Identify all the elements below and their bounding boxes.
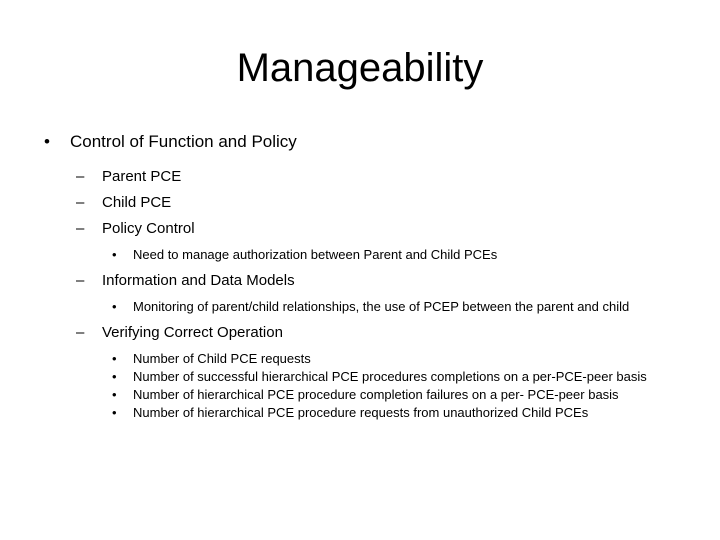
dash-marker: –: [76, 272, 85, 289]
subitem-child-pce: [36, 190, 696, 216]
subitem-policy-control: [36, 216, 696, 242]
bullet-control-of-function: [36, 130, 696, 154]
bullet-dot: •: [112, 369, 117, 384]
detail-completion-failures: [36, 386, 696, 404]
subitem-information-data-models: [36, 268, 696, 294]
subitem-verifying-correct-operation: [36, 320, 696, 346]
subitem-label: Child PCE: [102, 194, 172, 211]
bullet-dot: •: [44, 132, 50, 151]
bullet-dot: •: [112, 299, 117, 314]
detail-text: Need to manage authorization between Parent and Child PCEs: [133, 247, 498, 262]
detail-text: Number of hierarchical PCE procedure completion failures on a per- PCE-peer basis: [133, 387, 619, 402]
dash-marker: –: [76, 194, 85, 211]
detail-text: Number of Child PCE requests: [133, 351, 311, 366]
bullet-text: Control of Function and Policy: [70, 132, 297, 151]
subitem-label: Verifying Correct Operation: [102, 324, 283, 341]
detail-text: Number of hierarchical PCE procedure requests from unauthorized Child PCEs: [133, 405, 589, 420]
subitem-label: Information and Data Models: [102, 272, 295, 289]
bullet-dot: •: [112, 247, 117, 262]
detail-successful-completions: [36, 368, 696, 386]
bullet-dot: •: [112, 387, 117, 402]
detail-authorization: [36, 246, 696, 264]
bullet-dot: •: [112, 405, 117, 420]
dash-marker: –: [76, 220, 85, 237]
subitem-parent-pce: [36, 164, 696, 190]
detail-monitoring: [36, 298, 696, 316]
bullet-dot: •: [112, 351, 117, 366]
detail-child-pce-requests: [36, 350, 696, 368]
subitem-label: Policy Control: [102, 220, 195, 237]
detail-text: Number of successful hierarchical PCE procedures completions on a per-PCE-peer basis: [133, 369, 647, 384]
detail-text: Monitoring of parent/child relationships, the use of PCEP between the parent and child: [133, 299, 630, 314]
slide-title: Manageability: [236, 46, 484, 90]
dash-marker: –: [76, 324, 85, 341]
subitem-label: Parent PCE: [102, 168, 182, 185]
detail-unauthorized-requests: [36, 404, 696, 422]
slide-content: [36, 130, 696, 422]
dash-marker: –: [76, 168, 85, 185]
